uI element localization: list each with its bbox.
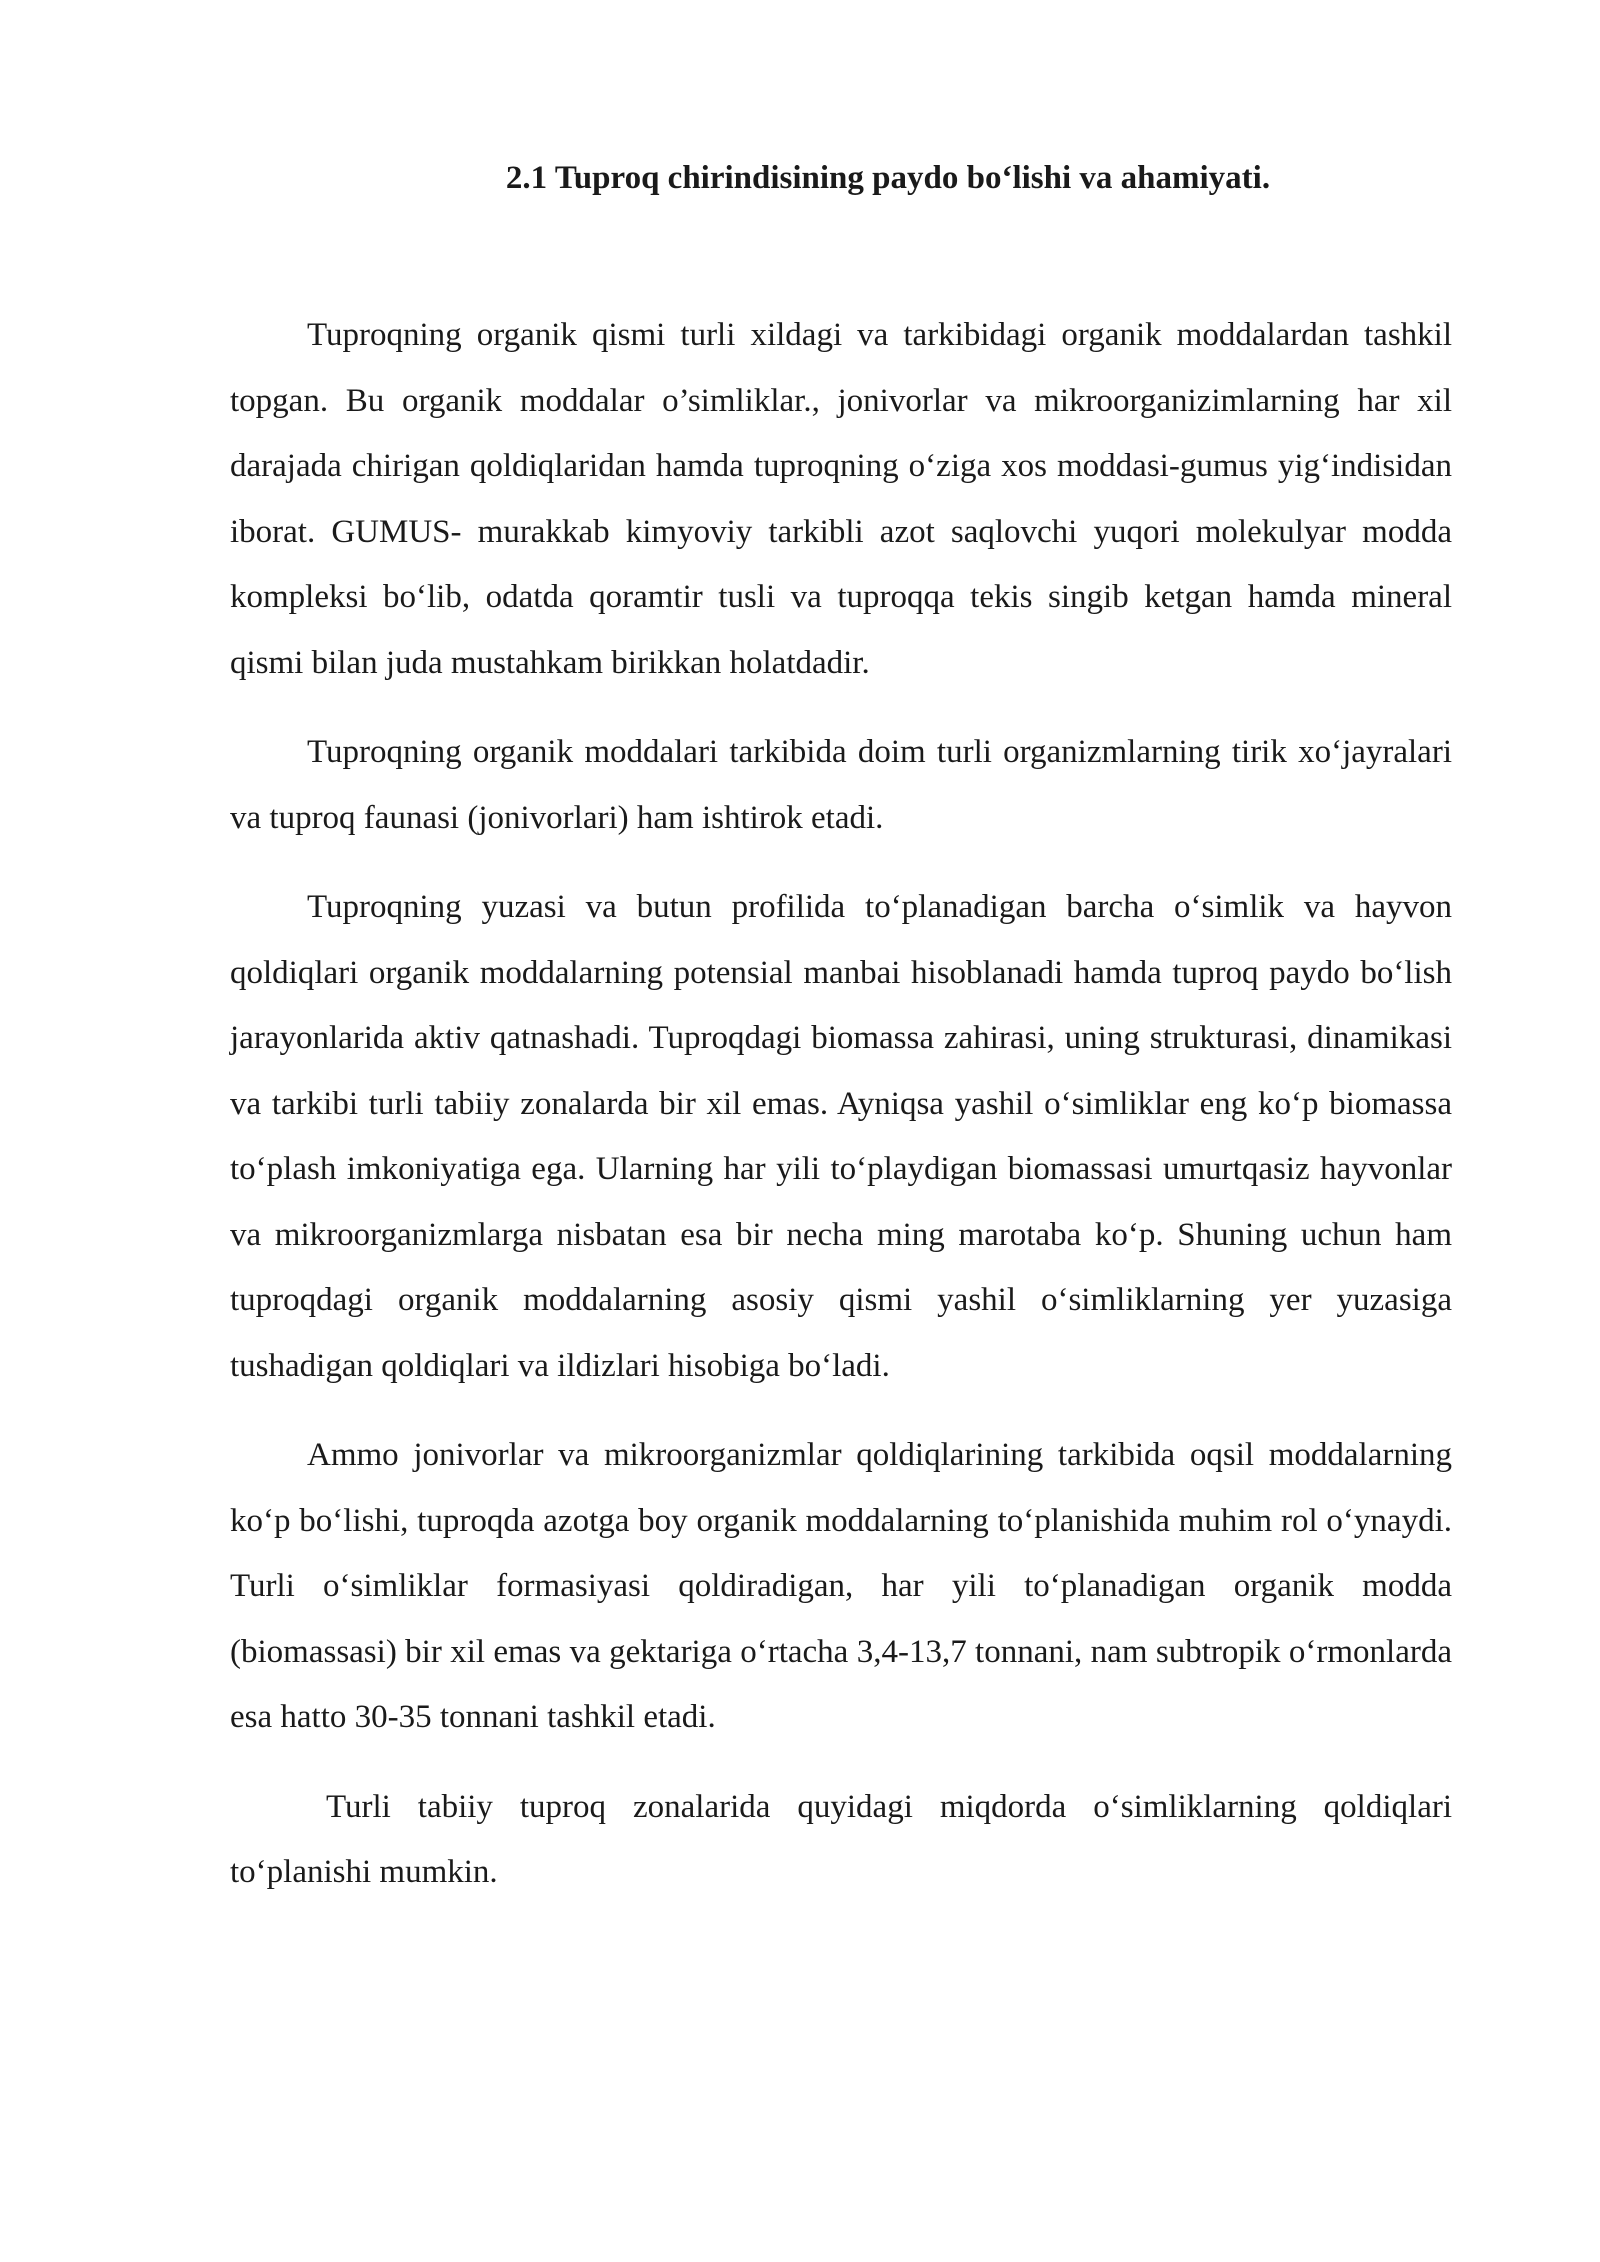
paragraph-organic-part: Tuproqning organik qismi turli xildagi va tarkibidagi organik moddalardan tashkil topgan. Bu organik moddalar o’simliklar., jonivorlar va mikroorganizimlarning har xil darajada chirigan qoldiqlaridan hamda tuproqning o‘ziga xos moddasi-gumus yig‘indisidan iborat. GUMUS- murakkab kimyoviy tarkibli azot saqlovchi yuqori molekulyar modda kompleksi bo‘lib, odatda qoramtir tusli va tuproqqa tekis singib ketgan hamda mineral qismi bilan juda mustahkam birikkan holatdadir.: [230, 317, 1452, 681]
paragraph-animal-residues: Ammo jonivorlar va mikroorganizmlar qoldiqlarining tarkibida oqsil moddalarning ko‘p bo‘lishi, tuproqda azotga boy organik moddalarning to‘planishida muhim rol o‘ynaydi. Turli o‘simliklar formasiyasi qoldiradigan, har yili to‘planadigan organik modda (biomassasi) bir xil emas va gektariga o‘rtacha 3,4-13,7 tonnani, nam subtropik o‘rmonlarda esa hatto 30-35 tonnani tashkil etadi.: [230, 1437, 1452, 1735]
paragraph-organisms: Tuproqning organik moddalari tarkibida doim turli organizmlarning tirik xo‘jayralari va tuproq faunasi (jonivorlari) ham ishtirok etadi.: [230, 734, 1452, 836]
paragraph-plant-residues: Tuproqning yuzasi va butun profilida to‘planadigan barcha o‘simlik va hayvon qoldiqlari organik moddalarning potensial manbai hisoblanadi hamda tuproq paydo bo‘lish jarayonlarida aktiv qatnashadi. Tuproqdagi biomassa zahirasi, uning strukturasi, dinamikasi va tarkibi turli tabiiy zonalarda bir xil emas. Ayniqsa yashil o‘simliklar eng ko‘p biomassa to‘plash imkoniyatiga ega. Ularning har yili to‘playdigan biomassasi umurtqasiz hayvonlar va mikroorganizmlarga nisbatan esa bir necha ming marotaba ko‘p. Shuning uchun ham tuproqdagi organik moddalarning asosiy qismi yashil o‘simliklarning yer yuzasiga tushadigan qoldiqlari va ildizlari hisobiga bo‘ladi.: [230, 889, 1452, 1384]
body-text: [230, 303, 1452, 1930]
section-title: 2.1 Tuproq chirindisining paydo bo‘lishi va ahamiyati.: [505, 160, 1271, 196]
paragraph-natural-zones: Turli tabiiy tuproq zonalarida quyidagi miqdorda o‘simliklarning qoldiqlari to‘planishi mumkin.: [230, 1788, 1452, 1890]
